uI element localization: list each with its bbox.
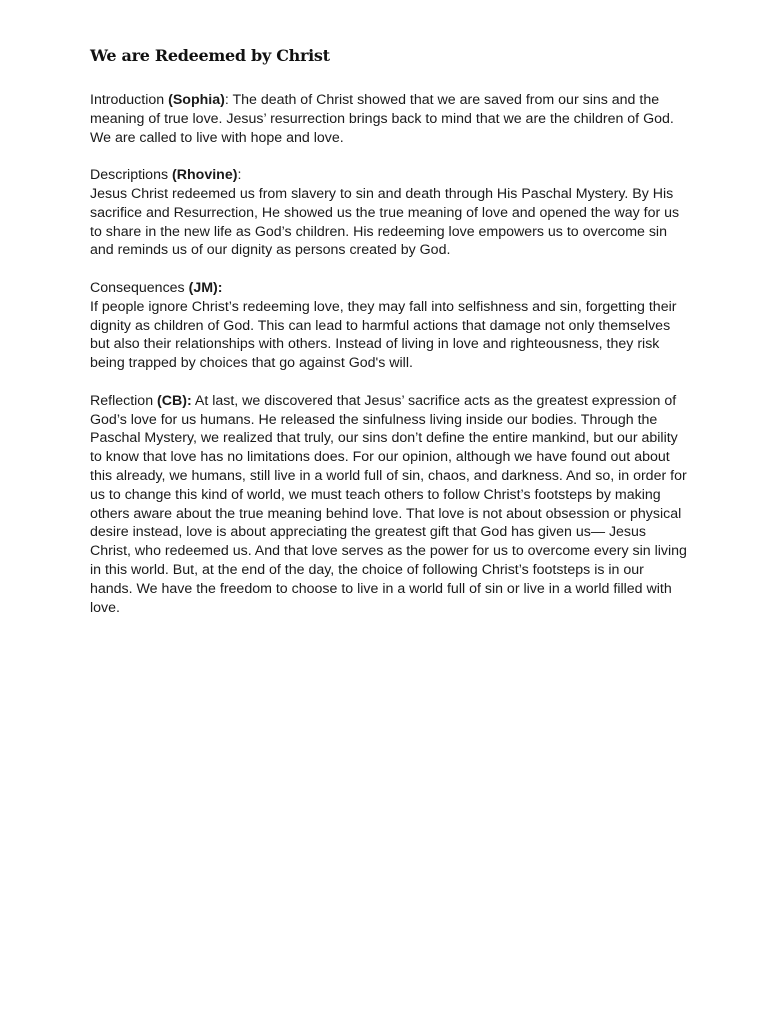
reflection-paragraph [90,392,690,618]
speaker-name: (JM): [188,279,223,296]
speaker-name: (CB): [157,392,192,409]
section-label: Introduction [90,92,169,108]
consequences-paragraph: If people ignore Christ’s redeeming love, they may fall into selfishness and sin, forgetting their dignity as children of God. This can lead to harmful actions that damage not only themselves but also their relationships with others. Instead of living in love and righteousness, they risk being trapped by choices that go against God's will. [90,298,677,372]
section-label: Descriptions [90,167,173,184]
speaker-name: (Sophia) [168,92,225,108]
document-body [90,91,690,636]
section-label: Consequences [90,279,189,296]
section-introduction [90,91,690,147]
document-title: We are Redeemed by Christ [90,46,330,65]
descriptions-heading [90,166,690,185]
section-label: Reflection [90,392,158,409]
section-descriptions [90,166,690,260]
speaker-name: (Rhovine) [172,167,238,184]
section-reflection [90,392,690,618]
section-consequences [90,279,690,373]
section-punctuation: : [237,167,242,184]
section-text: At last, we discovered that Jesus’ sacrifice acts as the greatest expression of God’s love for us humans. He released the sinfulness living inside our bodies. Through the Paschal Mystery, we realized that truly, our sins don’t define the entire mankind, but our ability to know that love has no limitations does. For our opinion, although we have found out about this already, we humans, still live in a world full of sin, chaos, and darkness. And so, in order for us to change this kind of world, we must teach others to follow Christ’s footsteps by making others aware about the true meaning behind love. That love is not about obsession or physical desire instead, love is about appreciating the greatest gift that God has given us— Jesus Christ, who redeemed us. And that love serves as the power for us to overcome every sin living in this world. But, at the end of the day, the choice of following Christ’s footsteps is in our hands. We have the freedom to choose to live in a world full of sin or live in a world filled with love. [90,392,687,616]
section-text: : The death of Christ showed that we are saved from our sins and the meaning of true love. Jesus’ resurrection brings back to mind that we are the children of God. We are called to live with hope and love. [90,92,674,146]
descriptions-paragraph: Jesus Christ redeemed us from slavery to sin and death through His Paschal Mystery. By His sacrifice and Resurrection, He showed us the true meaning of love and opened the way for us to share in the new life as God’s children. His redeeming love empowers us to overcome sin and reminds us of our dignity as persons created by God. [90,185,680,259]
consequences-heading [90,279,690,298]
introduction-paragraph [90,91,690,147]
